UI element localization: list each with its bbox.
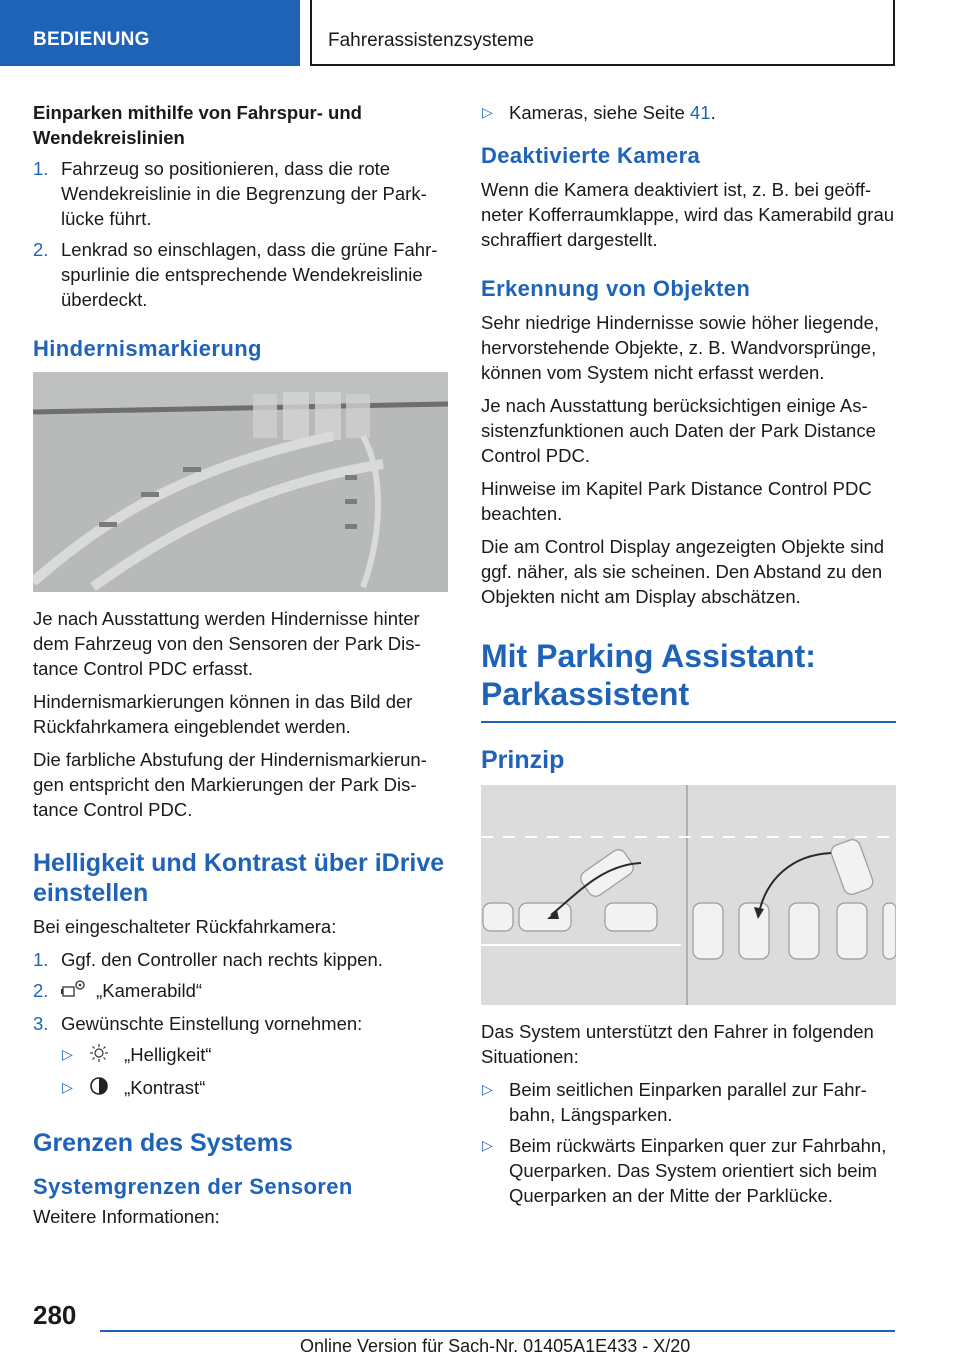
page-link[interactable]: 41 xyxy=(689,102,711,123)
detection-paragraph-2: Je nach Ausstattung berücksichtigen einige As-sistenzfunktionen auch Daten der Park Distance Control PDC. xyxy=(481,395,876,466)
section-divider xyxy=(481,721,896,723)
footer-divider xyxy=(100,1330,895,1332)
list-item: ▷ Kameras, siehe Seite 41. xyxy=(482,102,716,123)
deactivated-camera-heading: Deaktivierte Kamera xyxy=(481,143,701,168)
right-column xyxy=(481,100,896,1214)
lead-heading: Einparken mithilfe von Fahrspur- und Wendekreislinien xyxy=(33,102,362,148)
obstacle-paragraph-2: Hindernismarkierungen können in das Bild der Rückfahrkamera eingeblendet werden. xyxy=(33,691,413,737)
section-title: BEDIENUNG xyxy=(33,29,150,50)
situations-list xyxy=(481,1077,896,1208)
list-item: ▷ „Helligkeit“ xyxy=(61,1042,448,1069)
list-item: 2. „Kamerabild“ xyxy=(33,978,448,1005)
brightness-icon xyxy=(89,1043,119,1069)
limits-heading: Grenzen des Systems xyxy=(33,1129,293,1158)
obstacle-paragraph-1: Je nach Ausstattung werden Hindernisse hinter dem Fahrzeug von den Sensoren der Park Dis-tance Control PDC erfasst. xyxy=(33,608,421,679)
obstacle-marking-figure xyxy=(33,372,448,592)
brightness-heading: Helligkeit und Kontrast über iDrive einstellen xyxy=(33,849,445,907)
parking-assistant-heading: Mit Parking Assistant: Parkassistent xyxy=(481,638,816,712)
left-column xyxy=(33,100,448,1237)
list-item: 1. Fahrzeug so positionieren, dass die rote Wendekreislinie in die Begrenzung der Park-lücke führt. xyxy=(33,158,427,229)
chapter-title: Fahrerassistenzsysteme xyxy=(328,30,534,51)
list-item: ▷ Beim seitlichen Einparken parallel zur Fahr-bahn, Längsparken. xyxy=(482,1079,867,1125)
contrast-icon xyxy=(89,1076,119,1102)
list-item: 3. Gewünschte Einstellung vornehmen: xyxy=(33,1013,363,1035)
object-detection-heading: Erkennung von Objekten xyxy=(481,276,751,301)
brightness-steps-list xyxy=(33,947,448,1036)
detection-paragraph-1: Sehr niedrige Hindernisse sowie höher liegende, hervorstehende Objekte, z. B. Wandvorsprünge, können vom System nicht erfasst werden. xyxy=(481,312,879,383)
list-item: 2. Lenkrad so einschlagen, dass die grüne Fahr-spurlinie die entsprechende Wendekreislinie überdeckt. xyxy=(33,239,438,310)
footer-text: Online Version für Sach-Nr. 01405A1E433 - X/20 xyxy=(300,1336,691,1356)
obstacle-heading: Hindernismarkierung xyxy=(33,336,262,361)
deactivated-camera-paragraph: Wenn die Kamera deaktiviert ist, z. B. bei geöff-neter Kofferraumklappe, wird das Kamerabild grau schraffiert dargestellt. xyxy=(481,179,895,250)
list-item: 1. Ggf. den Controller nach rechts kippen. xyxy=(33,949,383,970)
principle-paragraph: Das System unterstützt den Fahrer in folgenden Situationen: xyxy=(481,1021,874,1067)
more-info-paragraph: Weitere Informationen: xyxy=(33,1206,220,1228)
detection-paragraph-3: Hinweise im Kapitel Park Distance Control PDC beachten. xyxy=(481,478,872,524)
adjustment-options-list xyxy=(61,1042,448,1102)
sensor-limits-heading: Systemgrenzen der Sensoren xyxy=(33,1174,353,1200)
principle-heading: Prinzip xyxy=(481,746,565,774)
section-tab xyxy=(0,0,300,66)
list-item: ▷ „Kontrast“ xyxy=(61,1075,448,1102)
parking-steps-list xyxy=(33,156,448,312)
obstacle-paragraph-3: Die farbliche Abstufung der Hindernismarkierun-gen entspricht den Markierungen der Park Dis-tance Control PDC. xyxy=(33,749,427,820)
list-item: ▷ Beim rückwärts Einparken quer zur Fahrbahn, Querparken. Das System orientiert sich beim Querparken an der Mitte der Parklücke. xyxy=(482,1135,887,1206)
camera-reference-list xyxy=(481,100,896,125)
camera-settings-icon xyxy=(61,979,91,1005)
page-header xyxy=(0,0,960,66)
chapter-tab xyxy=(310,0,895,66)
brightness-paragraph: Bei eingeschalteter Rückfahrkamera: xyxy=(33,916,337,937)
parking-principle-figure xyxy=(481,785,896,1005)
page-number: 280 xyxy=(33,1300,77,1330)
detection-paragraph-4: Die am Control Display angezeigten Objekte sind ggf. näher, als sie scheinen. Den Abstand zu den Objekten nicht am Display abschätzen. xyxy=(481,536,885,607)
